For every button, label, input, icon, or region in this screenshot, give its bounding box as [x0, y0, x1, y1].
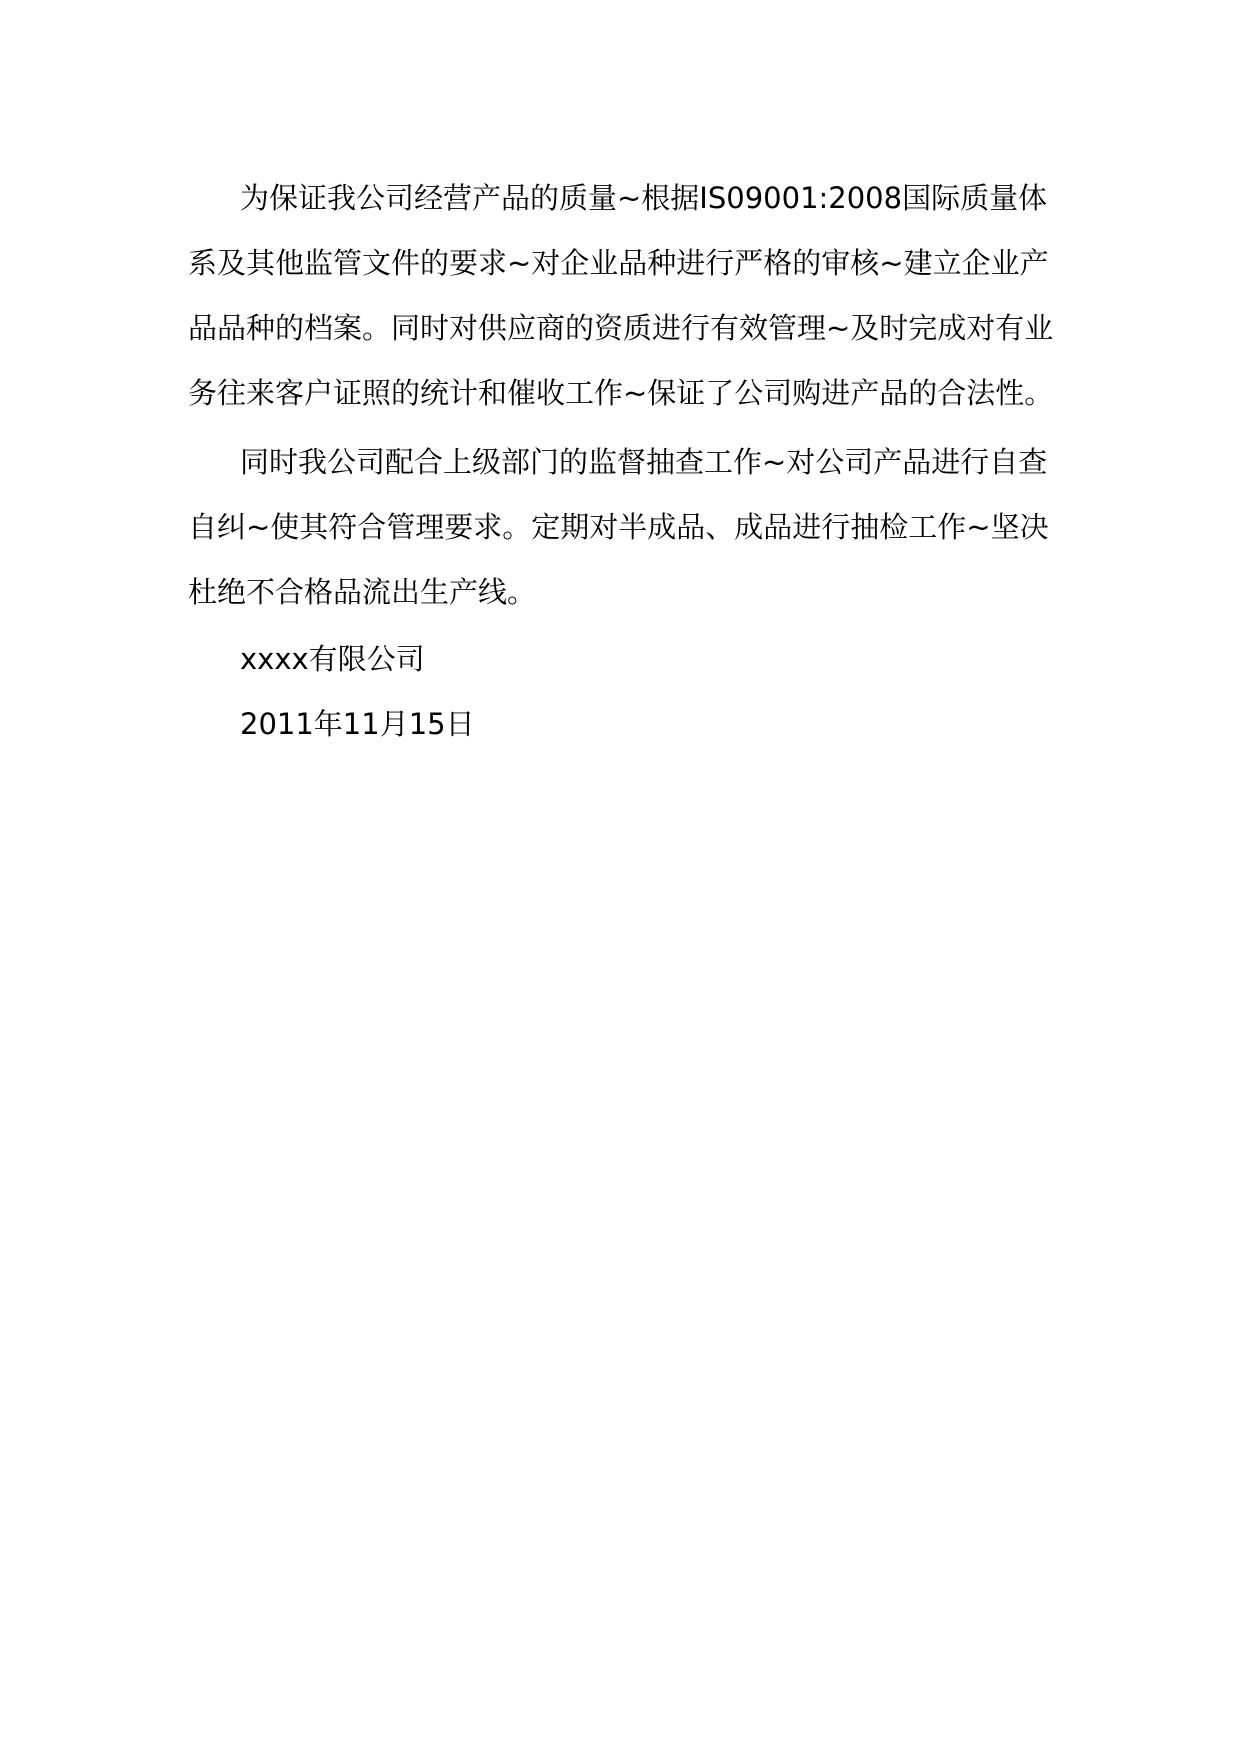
signature-date: 2011年11月15日 [240, 707, 475, 741]
document-body [188, 166, 1068, 757]
signature-company: xxxx有限公司 [240, 642, 425, 676]
paragraph-quality-assurance: 为保证我公司经营产品的质量~根据IS09001:2008国际质量体系及其他监管文件的要求~对企业品种进行严格的审核~建立企业产品品种的档案。同时对供应商的资质进行有效管理~及时完成对有业务往来客户证照的统计和催收工作~保证了公司购进产品的合法性。 [188, 181, 1054, 410]
paragraph-supervision: 同时我公司配合上级部门的监督抽查工作~对公司产品进行自查自纠~使其符合管理要求。定期对半成品、成品进行抽检工作~坚决杜绝不合格品流出生产线。 [188, 445, 1049, 609]
